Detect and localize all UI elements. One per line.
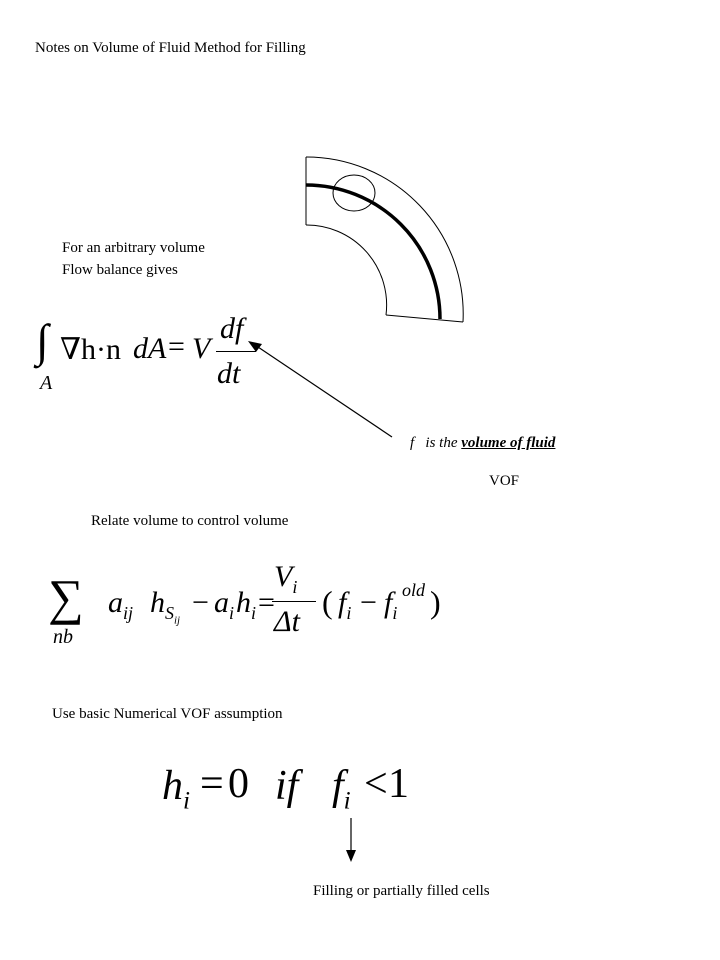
dA-term: dA: [133, 332, 167, 365]
right-paren: ): [430, 584, 441, 620]
filling-cells-text: Filling or partially filled cells: [313, 883, 490, 899]
lhs-term: ∇h·n: [60, 333, 121, 366]
fraction-numerator-2: $V_i$: [274, 560, 298, 597]
f-i-old-term: $f_i$: [384, 586, 398, 623]
a-i-term: $a_i$: [214, 586, 235, 623]
relate-text: Relate volume to control volume: [91, 513, 289, 529]
minus-sign-2: −: [360, 586, 377, 619]
f-i-symbol: $f_i$: [332, 763, 351, 815]
volume-of-fluid-emphasis: volume of fluid: [461, 435, 556, 451]
summation-subscript: nb: [53, 626, 73, 648]
integral-subscript: A: [40, 372, 53, 394]
is-the-text: is the: [425, 435, 458, 451]
equals-sign-2: =: [258, 586, 275, 619]
assumption-text: Use basic Numerical VOF assumption: [52, 706, 283, 722]
intro-line-1: For an arbitrary volume: [62, 240, 205, 256]
page-title: Notes on Volume of Fluid Method for Filling: [35, 40, 306, 56]
f-symbol: f: [410, 435, 415, 451]
minus-sign: −: [192, 586, 209, 619]
intro-line-2: Flow balance gives: [62, 262, 178, 278]
zero-value: 0: [228, 761, 249, 807]
integral-sign: ∫: [36, 315, 49, 366]
if-keyword: if: [275, 763, 299, 809]
fraction-numerator: df: [220, 312, 244, 345]
left-paren: (: [322, 584, 333, 620]
vof-abbreviation: VOF: [489, 473, 520, 489]
one-value: 1: [388, 761, 409, 807]
fraction-denominator-2: Δt: [274, 605, 300, 638]
h-i-term: $h_i$: [236, 586, 257, 623]
equals-sign-3: =: [200, 761, 224, 807]
fraction-denominator: dt: [217, 357, 241, 390]
a-ij-term: $a_{ij}$: [108, 586, 134, 623]
equals-sign: =: [168, 330, 185, 363]
h-i-symbol: $h_i$: [162, 763, 190, 815]
less-than-sign: <: [364, 761, 388, 807]
f-i-term: $f_i$: [338, 586, 352, 623]
summation-sign: ∑: [48, 569, 84, 625]
old-superscript: old: [402, 580, 426, 600]
V-term: V: [192, 332, 211, 365]
h-S-ij-term: $h_{S_{ij}}$: [150, 586, 180, 627]
